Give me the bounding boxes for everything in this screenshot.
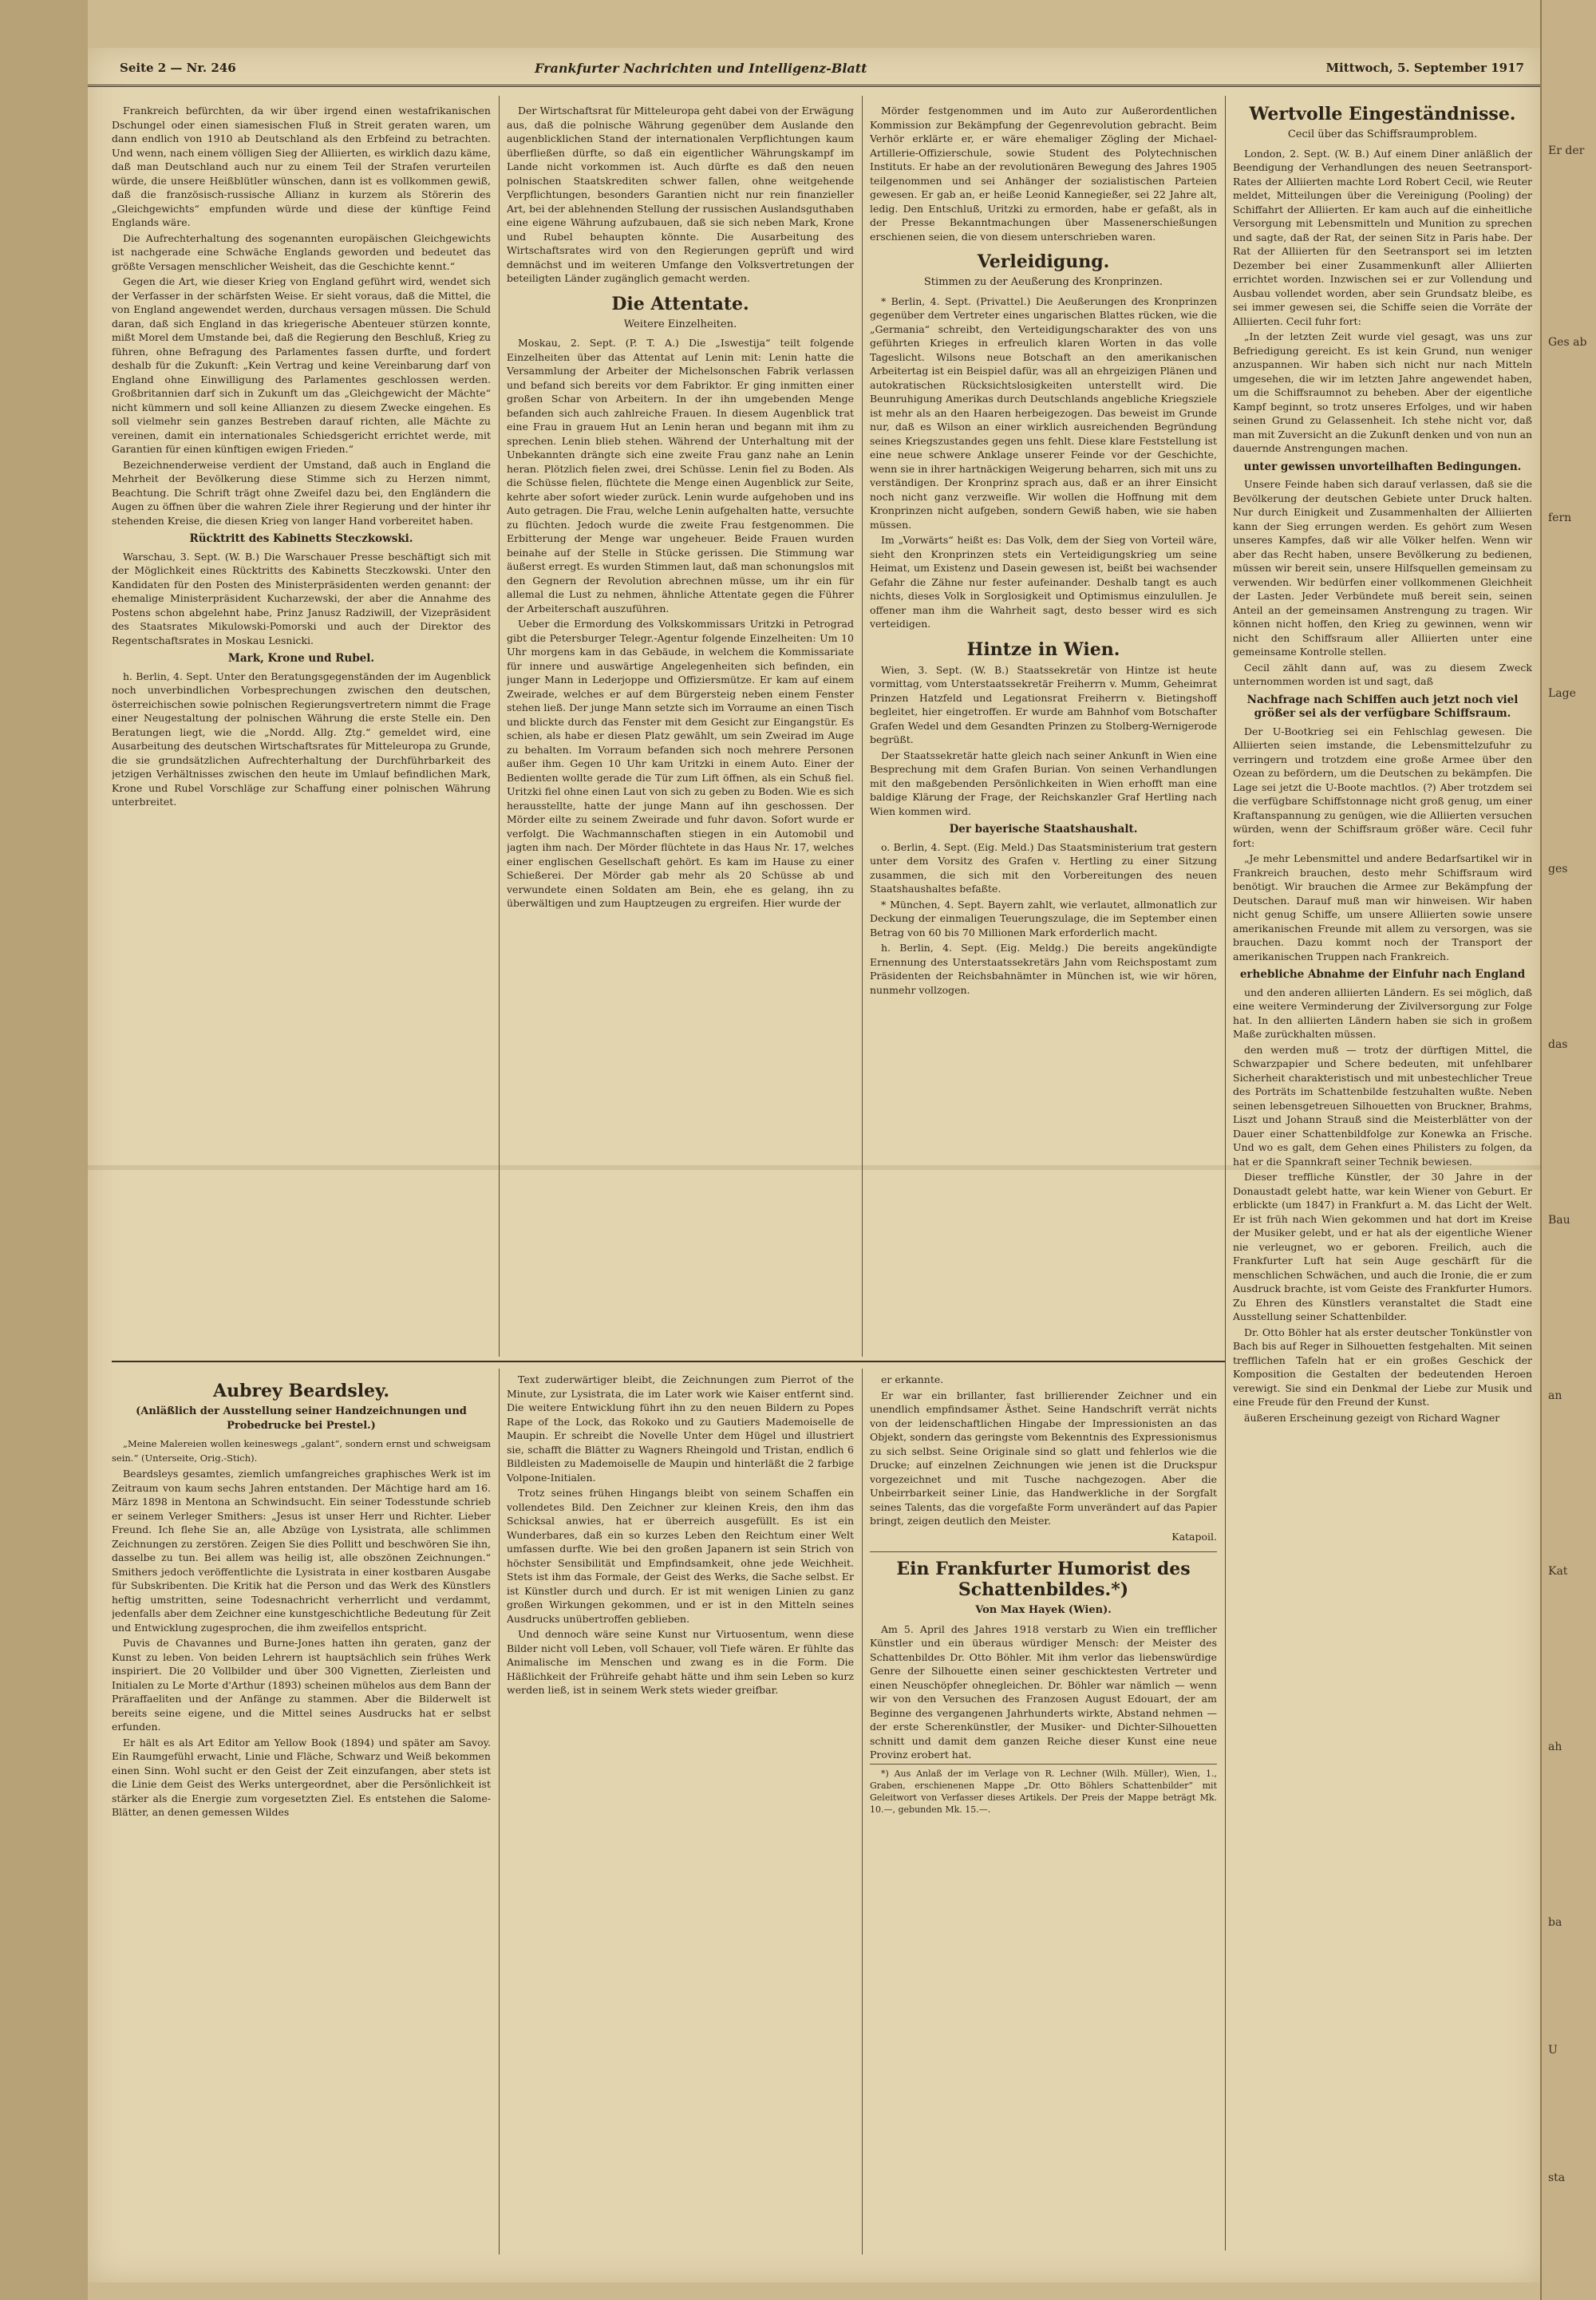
column-4 [1233,96,1532,2243]
adjacent-page-edge [1540,0,1596,2300]
headline-verleidigung: Verleidigung. [977,251,1110,272]
article-paragraph: Mörder festgenommen und im Auto zur Außerordentlichen Kommission zur Bekämpfung der Gegenrevolution gebracht. Beim Verhör erklärte er, er wäre ehemaliger Zögling der Michael-Artillerie-Offizierschule, sowie Student des Polytechnischen Instituts. Er habe an der revolutionären Bewegung des Jahres 1905 teilgenommen und sei Anhänger der sozialistischen Parteien gewesen. Er gab an, er heiße Leonid Kannegießer, sei 22 Jahre alt, ledig. Den Entschluß, Uritzki zu ermorden, habe er gefaßt, als in der Presse Bekanntmachungen über Massenerschießungen erschienen seien, die von diesem unterschrieben waren. [870,105,1217,243]
article-paragraph: * Berlin, 4. Sept. (Privattel.) Die Aeußerungen des Kronprinzen gegenüber dem Vertreter eines ungarischen Blattes rücken, wie die „Germania“ schreibt, den Verteidigungscharakter des von uns geführten Krieges in erfreulich klaren Worten in das volle Tageslicht. Wilsons neue Botschaft an den amerikanischen Arbeitertag ist ein Beispiel dafür, was all an ehrgeizigen Plänen und autokratischen Rücksichtslosigkeiten unterstellt wird. Die Beunruhigung Amerikas durch Deutschlands angebliche Kriegsziele ist mehr als an den Haaren herbeigezogen. Das beweist im Grunde nur, daß es Wilson an einer wirklich ausreichenden Begründung seines Kriegszustandes gegen uns fehlt. Diese klare Feststellung ist eine neue schwere Anklage unserer Feinde vor der Geschichte, wenn sie in ihrer hartnäckigen Weigerung beharren, sich mit uns zu verständigen. Der Kronprinz sprach aus, daß er an ihrer Einsicht noch nicht ganz verzweifle. Wir wollen die Hoffnung mit dem Kronprinzen nicht aufgeben, sondern Gewiß haben, wie sie haben müssen. [870,294,1217,531]
article-paragraph: Cecil zählt dann auf, was zu diesem Zweck unternommen worden ist und sagt, daß [1233,661,1532,687]
article-paragraph: er erkannte. [881,1373,944,1385]
feuilleton-column-3 [870,1373,1217,2251]
headline-beardsley: Aubrey Beardsley. [213,1381,389,1401]
column-rule [499,96,500,1357]
article-paragraph: äußeren Erscheinung gezeigt von Richard Wagner [1244,1411,1500,1424]
newspaper-page [88,48,1540,2282]
headline-attentate: Die Attentate. [611,293,749,314]
article-paragraph: Beardsleys gesamtes, ziemlich umfangreiches graphisches Werk ist im Zeitraum von kaum sechs Jahren entstanden. Der Mächtige hard am 16. März 1898 in Mentona an Schwindsucht. Ein seiner Todesstunde schrieb er seinem Verleger Smithers: „Jesus ist unser Herr und Richter. Lieber Freund. Ich flehe Sie an, alle Abzüge von Lysistrata, alle schlimmen Zeichnungen zu zerstören. Zeigen Sie dies Pollitt und beschwören Sie ihn, dasselbe zu tun. Bei allem was heilig ist, alle obszönen Zeichnungen.“ Smithers jedoch veröffentlichte die Lysistrata in einer kostbaren Ausgabe für Subskribenten. Die Kritik hat die Person und das Werk des Künstlers heftig umstritten, seine Todesnachricht verherrlicht und verdammt, jedenfalls aber dem Zeichner eine kunstgeschichtliche Bedeutung für Zeit und Entwicklung zugesprochen, die ihm zweifellos entspricht. [112,1468,491,1634]
article-paragraph: Der Wirtschaftsrat für Mitteleuropa geht dabei von der Erwägung aus, daß die polnische Währung gegenüber dem Auslande den augenblicklichen Stand der internationalen Verpflichtungen kaum überfließen dürfte, so daß ein eigentlicher Währungskampf im Lande nicht vorkommen ist. Auch dürfte es daß den neuen polnischen Staatskrediten schwer fallen, ohne weitgehende Verpflichtungen, besonders Garantien nicht nur rein finanzieller Art, bei der ablehnenden Stellung der russischen Auslandsguthaben eine eigene Währung aufzubauen, daß sie sich neben Mark, Krone und Rubel behaupten könnte. Die Ausarbeitung des Wirtschaftsrates wird von den Regierungen geprüft und wird demnächst und im weiteren Umfange den Volksvertretungen der beteiligten Länder zugänglich gemacht werden. [507,105,854,284]
column-2 [507,104,854,1357]
scrap-text: Ges ab [1548,336,1587,349]
column-rule [862,1369,863,2255]
article-paragraph: Und dennoch wäre seine Kunst nur Virtuosentum, wenn diese Bilder nicht voll Leben, voll Schauer, voll Tiefe wären. Er fühlte das Animalische im Menschen und zwang es in die Form. Die Häßlichkeit der Frühreife gehabt hätte und ihm sein Leben so kurz werden ließ, ist in seinem Werk stets wieder greifbar. [507,1628,854,1696]
footnote: *) Aus Anlaß der im Verlage von R. Lechner (Wilh. Müller), Wien, 1., Graben, erschienenen Mappe „Dr. Otto Böhlers Schattenbilder“ mit Geleitwort von Verfasser dieses Artikels. Der Preis der Mappe beträgt Mk. 10.—, gebunden Mk. 15.—. [870,1764,1217,1816]
byline: Von Max Hayek (Wien). [975,1604,1112,1616]
subheadline: (Anläßlich der Ausstellung seiner Handzeichnungen und Probedrucke bei Prestel.) [136,1405,467,1432]
scrap-text: Lage [1548,687,1576,700]
column-rule [1225,96,1226,2251]
signature: Katapoil. [1171,1530,1217,1543]
article-paragraph: Die Aufrechterhaltung des sogenannten europäischen Gleichgewichts ist nachgerade eine Schwäche Englands geworden und bedeutet das größte Versagen menschlicher Weisheit, das die Geschichte kennt.“ [112,231,491,272]
article-paragraph: Gegen die Art, wie dieser Krieg von England geführt wird, wendet sich der Verfasser in der schärfsten Weise. Er sieht voraus, daß die Mittel, die von England angewendet werden, durchaus versagen müssen. Die Schuld daran, daß sich England in das kriegerische Abenteuer stürzen konnte, mißt Morel dem Umstande bei, daß die Regierung den Beschluß, Krieg zu führen, ohne Befragung des Parlamentes fassen durfte, und fordert deshalb für die Zukunft: „Kein Vertrag und keine Vereinbarung darf von England ohne Einwilligung des Parlamentes geschlossen werden. Großbritannien darf sich in Zukunft um das „Gleichgewicht der Mächte“ nicht kümmern und soll keine Allianzen zu diesem Zwecke eingehen. Es soll vielmehr sein ganzes Bestreben darauf richten, alle Mächte zu vereinen, damit ein internationales Schiedsgericht errichtet werde, mit Garantien für einen künftigen ewigen Frieden.“ [112,275,491,455]
feuilleton-column-2 [507,1373,854,2251]
article-paragraph: Der U-Bootkrieg sei ein Fehlschlag gewesen. Die Alliierten seien imstande, die Lebensmittelzufuhr zu verringern und trotzdem eine große Armee über den Ozean zu befördern, um die Deutschen zu bekämpfen. Die Lage sei jetzt die U-Boote machtlos. (?) Aber trotzdem sei die verfügbare Schiffstonnage nicht groß genug, um einer Kraftanspannung zu genügen, wie die Alliierten versuchen würden, wenn der Schiffsraum größer wäre. Cecil fuhr fort: [1233,725,1532,849]
subheadline: Weitere Einzelheiten. [623,318,737,330]
article-paragraph: Er hält es als Art Editor am Yellow Book (1894) und später am Savoy. Ein Raumgefühl erwacht, Linie und Fläche, Schwarz und Weiß bekommen einen Sinn. Wohl sucht er den Geist der Zeit einzufangen, aber stets ist die Linie dem Geist des Werks untergeordnet, aber die Persönlichkeit ist stärker als die Energie zum vorgesetzten Ziel. Es entstehen die Salome-Blätter, an denen gemessen Wildes [112,1736,491,1818]
scrap-text: ges [1548,863,1568,875]
article-paragraph: Dieser treffliche Künstler, der 30 Jahre in der Donaustadt gelebt hatte, war kein Wiener von Geburt. Er erblickte (um 1847) in Frankfurt a. M. das Licht der Welt. Er ist früh nach Wien gekommen und hat dort im Kreise der Musiker gelebt, und er hat als der eigentliche Wiener nie verleugnet, wo er geboren. Freilich, auch die Frankfurter Luft hat sein Auge geschärft für die menschlichen Schwächen, und auch die Ironie, die er zum Ausdruck brachte, ist vom Geiste des Frankfurter Humors. Zu Ehren des Künstlers veranstaltet die Stadt eine Ausstellung seiner Schattenbilder. [1233,1171,1532,1322]
article-paragraph: Text zuderwärtiger bleibt, die Zeichnungen zum Pierrot of the Minute, zur Lysistrata, die im Later work wie Kaiser entfernt sind. Die weitere Entwicklung führt ihn zu den neuen Bildern zu Popes Rape of the Lock, das Rokoko und zu Gautiers Mademoiselle de Maupin. Er schreibt die Novelle Unter dem Hügel und illustriert sie, schafft die Blätter zu Wagners Rheingold und Tristan, endlich 6 Bildleisten zu Mademoiselle de Maupin und hinterläßt die 2 farbige Volpone-Initialen. [507,1373,854,1484]
motto: „Meine Malereien wollen keineswegs „galant“, sondern ernst und schweigsam sein.“ (Unterseite, Orig.-Stich). [112,1438,491,1464]
article-paragraph: o. Berlin, 4. Sept. (Eig. Meld.) Das Staatsministerium trat gestern unter dem Vorsitz des Grafen v. Hertling zu einer Sitzung zusammen, die sich mit den Vorbereitungen des neuen Staatshaushaltes befaßte. [870,840,1217,895]
article-paragraph: den werden muß — trotz der dürftigen Mittel, die Schwarzpapier und Schere bedeuten, mit unfehlbarer Sicherheit charakteristisch und mit unbestechlicher Treue des Porträts im Schattenbilde festzuhalten wußte. Neben seinen lebensgetreuen Silhouetten von Bruckner, Brahms, Liszt und Johann Strauß sind die Meisterblätter von der Dauer einer Schattenbildfolge zur Konewka an Frische. Und wo es galt, dem Gehen eines Philisters zu folgen, da hat er die Spannkraft seiner Technik bewiesen. [1233,1043,1532,1168]
article-paragraph: und den anderen alliierten Ländern. Es sei möglich, daß eine weitere Verminderung der Zivilversorgung zur Folge hat. In den alliierten Ländern haben sie sich in großem Maße zurückhalten müssen. [1233,986,1532,1040]
column-rule [499,1369,500,2255]
headline-humorist: Ein Frankfurter Humorist des Schattenbildes.*) [870,1551,1217,1600]
article-paragraph: h. Berlin, 4. Sept. Unter den Beratungsgegenständen der im Augenblick noch unverbindlichen Vorbesprechungen zwischen den deutschen, österreichischen sowie polnischen Regierungsvertretern nimmt die Frage einer Neugestaltung der polnischen Währung die erste Stelle ein. Den Beratungen liegt, wie die „Nordd. Allg. Ztg.“ gemeldet wird, eine Ausarbeitung des deutschen Wirtschaftsrates für Mitteleuropa zu Grunde, die sie grundsätzlichen Aufrechterhaltung der Durchführbarkeit des jetzigen Verhältnisses zwischen den heute im Umlauf befindlichen Mark, Krone und Rubel Vorschläge zur Schaffung einer polnischen Währung unterbreitet. [112,670,491,808]
subheadline: Stimmen zu der Aeußerung des Kronprinzen. [923,276,1163,288]
scrap-text: Kat [1548,1565,1568,1578]
article-paragraph: * München, 4. Sept. Bayern zahlt, wie verlautet, allmonatlich zur Deckung der einmaligen Teuerungszulage, die im September einen Betrag von 60 bis 70 Millionen Mark erforderlich macht. [870,898,1217,939]
scrap-text: Bau [1548,1214,1570,1227]
article-paragraph: Frankreich befürchten, da wir über irgend einen westafrikanischen Dschungel oder einen siamesischen Fluß in Streit geraten waren, um dann endlich von 1910 ab Deutschland als den Erbfeind zu betrachten. Und wenn, nach einem völligen Sieg der Alliierten, es wirklich dazu käme, daß man Deutschland auch nur zu einem Teil der Strafen verurteilen würde, die unsere Heißblütler wünschen, dann ist es vollkommen gewiß, daß die französisch-russische Allianz in kurzem als Störerin des „Gleichgewichts“ empfunden würde und diese der künftige Feind Englands wäre. [112,105,491,228]
headline-ruecktritt: Rücktritt des Kabinetts Steczkowski. [189,532,413,545]
article-paragraph: Er war ein brillanter, fast brillierender Zeichner und ein unendlich empfindsamer Ästhet. Seine Handschrift verrät nichts von der leidenschaftlichen Hingabe der Impressionisten an das Objekt, sondern das geringste vom Bekenntnis des Expressionismus zu sich selbst. Seine Originale sind so glatt und fehlerlos wie die Drucke; auf einzelnen Zeichnungen wie jenen ist die Druckspur vorgezeichnet und mit Tusche nachgezogen. Aber die Unbeirrbarkeit seiner Linie, das Handwerkliche in der Sorgfalt seines Talents, das die vorgefaßte Form unverändert auf das Papier bringt, zeigen deutlich den Meister. [870,1389,1217,1527]
scrap-text: Er der [1548,144,1585,157]
inline-heading: unter gewissen unvorteilhaften Bedingungen. [1243,460,1522,473]
article-paragraph: Ueber die Ermordung des Volkskommissars Uritzki in Petrograd gibt die Petersburger Telegr.-Agentur folgende Einzelheiten: Um 10 Uhr morgens kam in das Gebäude, in welchem die Kommissariate für innere und auswärtige Angelegenheiten sich befinden, ein junger Mann in Lederjoppe und Offiziersmütze. Er kam auf einem Zweirade, welches er auf dem Bürgersteig neben einem Fenster stehen ließ. Der junge Mann setzte sich im Vorraume an einen Tisch und blickte durch das Fenster mit dem Gesicht zur Eingangstür. Es schien, als habe er diesen Platz gewählt, um sein Zweirad im Auge zu behalten. Im Vorraum befanden sich noch mehrere Personen außer ihm. Gegen 10 Uhr kam Uritzki in einem Auto. Einer der Bedienten wollte gerade die Tür zum Lift öffnen, als ein Schuß fiel. Uritzki fiel ohne einen Laut von sich zu geben zu Boden. Wie es sich herausstellte, hatte der junge Mann auf ihn geschossen. Der Mörder eilte zu seinem Zweirade und fuhr davon. Sofort wurde er verfolgt. Die Wachmannschaften stiegen in ein Automobil und jagten ihm nach. Der Mörder flüchtete in das Haus Nr. 17, welches einer englischen Gesellschaft gehört. Es kam im Hause zu einer Schießerei. Der Mörder gab mehr als 20 Schüsse ab und verwundete einen Soldaten am Bein, ehe es gelang, ihn zu überwältigen und zum Hauptzeugen zu ergreifen. Hier wurde der [507,618,854,909]
article-paragraph: Am 5. April des Jahres 1918 verstarb zu Wien ein trefflicher Künstler und ein überaus würdiger Mensch: der Meister des Schattenbildes Dr. Otto Böhler. Mit ihm verlor das liebenswürdige Genre der Silhouette einen seiner geschicktesten Vertreter und einen Neuschöpfer ohnegleichen. Dr. Böhler war nämlich — wenn wir von den Versuchen des Franzosen August Edouart, der am Beginne des vergangenen Jahrhunderts wirkte, Abstand nehmen — der erste Scherenkünstler, der Musiker- und Dichter-Silhouetten schnitt und damit dem ganzen Reiche dieser Kunst eine neue Provinz erobert hat. [870,1622,1217,1761]
inline-heading: erhebliche Abnahme der Einfuhr nach England [1239,968,1526,981]
headline-mark-krone-rubel: Mark, Krone und Rubel. [227,652,375,665]
article-paragraph: Der Staatssekretär hatte gleich nach seiner Ankunft in Wien eine Besprechung mit dem Grafen Burian. Von seinen Verhandlungen mit den maßgebenden Persönlichkeiten in Wien erhofft man eine baldige Klärung der Frage, der Reichskanzler Graf Hertling nach Wien kommen wird. [870,749,1217,817]
scrap-text: an [1548,1389,1562,1402]
article-paragraph: London, 2. Sept. (W. B.) Auf einem Diner anläßlich der Beendigung der Verhandlungen des neuen Seetransport-Rates der Alliierten machte Lord Robert Cecil, wie Reuter meldet, Mitteilungen über die Vereinigung (Pooling) der Schiffahrt der Alliierten. Er kam auch auf die einheitliche Versorgung mit Lebensmitteln und Munition zu sprechen und sagte, daß der Rat, der seinen Sitz in Paris habe. Der Rat der Alliierten für den Seetransport sei im letzten Dezember bei einer Zusammenkunft aller Alliierten errichtet worden. Inzwischen sei er zur Vollendung und Ausbau vollendet worden, aber sein Grundsatz bleibe, es sei immer gewesen sei, die Schiffe seien die Vorräte der Alliierten. Cecil fuhr fort: [1233,147,1532,327]
header-date: Mittwoch, 5. September 1917 [1325,61,1524,75]
header-page-number: Seite 2 — Nr. 246 [120,61,236,75]
scrap-text: U [1548,2044,1558,2057]
header-masthead: Frankfurter Nachrichten und Intelligenz-Blatt [535,61,867,76]
article-paragraph: Unsere Feinde haben sich darauf verlassen, daß sie die Bevölkerung der deutschen Gebiete unter Druck halten. Nur durch Einigkeit und Zusammenhalten der Alliierten kann der Sieg errungen werden. Es gehört zum Wesen unseres Kampfes, daß wir alle Völker helfen. Wenn wir aber das Recht haben, unsere Bevölkerung zu bedienen, müssen wir bereit sein, unsere Hilfsquellen gemeinsam zu verwenden. Wir bedürfen einer vollkommenen Gleichheit der Lasten. Jeder Verbündete muß bereit sein, seinen Anteil an der gemeinsamen Anstrengung zu tragen. Wir können nicht hoffen, den Krieg zu gewinnen, wenn wir nicht den Schiffsraum aller Alliierten unter eine gemeinsame Kontrolle stellen. [1233,478,1532,658]
article-paragraph: Trotz seines frühen Hingangs bleibt von seinem Schaffen ein vollendetes Bild. Den Zeichner zur kleinen Kreis, den ihm das Schicksal anwies, hat er überreich ausgefüllt. Es ist ein Wunderbares, daß ein so kurzes Leben den Reichtum einer Welt umfassen durfte. Wie bei den großen Japanern ist sein Strich von höchster Sensibilität und Empfindsamkeit, ohne jede Weichheit. Stets ist ihm das Formale, der Geist des Werks, die Sache selbst. Er ist Künstler durch und durch. Er ist mit wenigen Linien zu ganz großen Wirkungen gekommen, und er ist in den Mitteln seines Ausdrucks unübertroffen geblieben. [507,1487,854,1625]
inline-heading: Nachfrage nach Schiffen auch jetzt noch viel größer sei als der verfügbare Schiffsraum. [1246,693,1519,720]
article-paragraph: „Je mehr Lebensmittel und andere Bedarfsartikel wir in Frankreich brauchen, desto mehr Schiffsraum wird benötigt. Wir brauchen die Armee zur Bekämpfung der Deutschen. Darauf muß man wir hinweisen. Wir haben nicht genug Schiffe, um unsere Alliierten sowie unsere amerikanischen Freunde mit allem zu versorgen, was sie brauchen. Dazu kommt noch der Transport der amerikanischen Truppen nach Frankreich. [1233,852,1532,962]
article-paragraph: Dr. Otto Böhler hat als erster deutscher Tonkünstler von Bach bis auf Reger in Silhouetten festgehalten. Mit seinen trefflichen Tafeln hat er ein großes Geschick der Komposition die Gestalten der bedeutenden Heroen verewigt. Sie sind ein Denkmal der Liebe zur Musik und eine Freude für den Freund der Kunst. [1233,1326,1532,1408]
article-paragraph: Wien, 3. Sept. (W. B.) Staatssekretär von Hintze ist heute vormittag, vom Unterstaatssekretär Freiherrn v. Mumm, Geheimrat Prinzen Hatzfeld und Legationsrat Freiherrn v. Bietingshoff begleitet, hier eingetroffen. Er wurde am Bahnhof vom Botschafter Grafen Wedel und dem Gesandten Prinzen zu Stolberg-Wernigerode begrüßt. [870,663,1217,745]
article-paragraph: Im „Vorwärts“ heißt es: Das Volk, dem der Sieg von Vorteil wäre, sieht den Kronprinzen stets ein Verteidigungskrieg um seine Heimat, um Existenz und Dasein gewesen ist, beißt bei wachsender Gefahr die Zähne nur fester aufeinander. Deshalb tangt es auch nichts, dieses Volk in Sorglosigkeit und Optimismus einzulullen. Je offener man ihm die Wahrheit sagt, desto besser wird es sich verteidigen. [870,534,1217,630]
scrap-text: ah [1548,1741,1562,1753]
scrap-text: ba [1548,1916,1562,1929]
headline-staatshaushalt: Der bayerische Staatshaushalt. [949,823,1138,836]
column-rule [862,96,863,1357]
scrap-text: das [1548,1038,1568,1051]
binding-edge [0,0,88,2300]
scrap-text: sta [1548,2172,1566,2184]
page-header [88,48,1540,87]
article-paragraph: Warschau, 3. Sept. (W. B.) Die Warschauer Presse beschäftigt sich mit der Möglichkeit eines Rücktritts des Kabinetts Steczkowski. Unter den Kandidaten für den Posten des Ministerpräsidenten werden genannt: der ehemalige Ministerpräsident Kucharzewski, der aber die Annahme des Postens schon abgelehnt habe, Prinz Janusz Radziwill, der Vizepräsident des Staatsrates Mikulowski-Pomorski und auch der Direktor des Regentschaftsrates in Moskau Lesnicki. [112,550,491,646]
article-paragraph: Puvis de Chavannes und Burne-Jones hatten ihn geraten, ganz der Kunst zu leben. Von beiden Lehrern ist hauptsächlich sein frühes Werk inspiriert. Die 20 Vollbilder und über 300 Vignetten, Zierleisten und Initialen zu Le Morte d'Arthur (1893) scheinen mühelos aus dem Bann der Präraffaeliten und der Anfänge zu stammen. Aber die Bilderwelt ist bereits seine eigene, und die Mittel seines Ausdrucks hat er selbst erfunden. [112,1637,491,1733]
article-paragraph: „In der letzten Zeit wurde viel gesagt, was uns zur Befriedigung gereicht. Es ist kein Grund, nun weniger anzuspannen. Wir haben sich nicht nur nach Mitteln umgesehen, die wir im letzten Jahre angewendet haben, um die Schiffsraumnot zu beheben. Aber der eigentliche Kampf beginnt, so trotz unseres Erfolges, und wir haben seinen Grund zu Gelassenheit. Ich stehe nicht vor, daß man mit Zuversicht an die Zukunft denken und von nun an dauernde Anstrengungen machen. [1233,330,1532,454]
article-paragraph: Moskau, 2. Sept. (P. T. A.) Die „Iswestija“ teilt folgende Einzelheiten über das Attentat auf Lenin mit: Lenin hatte die Versammlung der Arbeiter der Michelsonschen Fabrik verlassen und befand sich bereits vor dem Fabriktor. Er ging inmitten einer großen Schar von Arbeitern. In der ihn umgebenden Menge befanden sich auch zahlreiche Frauen. In diesem Augenblick trat eine Frau in grauem Hut an Lenin heran und begann mit ihm zu sprechen. Lenin blieb stehen. Während der Unterhaltung mit der Unbekannten drängte sich eine zweite Frau ganz nahe an Lenin heran. Plötzlich fielen zwei, drei Schüsse. Lenin fiel zu Boden. Als die Schüsse fielen, flüchtete die Menge einen Augenblick zur Seite, kehrte aber sofort wieder zurück. Lenin wurde aufgehoben und ins Auto getragen. Die Frau, welche Lenin aufgehalten hatte, versuchte zu flüchten. Jedoch wurde die zweite Frau festgenommen. Die Erbitterung der Menge war ungeheuer. Beide Frauen wurden beinahe auf der Stelle in Stücke gerissen. Die Stimmung war äußerst erregt. Es wurden Stimmen laut, daß man schonungslos mit den Gegnern der Revolution abrechnen müsse, um ihr ein für allemal die Lust zu nehmen, ähnliche Attentate gegen die Führer der Arbeiterschaft auszuführen. [507,337,854,615]
article-paragraph: h. Berlin, 4. Sept. (Eig. Meldg.) Die bereits angekündigte Ernennung des Unterstaatssekretärs Jahn vom Reichspostamt zum Präsidenten der Reichsbahnämter in München ist, wie wir hören, nunmehr vollzogen. [870,942,1217,996]
scrap-text: fern [1548,512,1572,524]
headline-wertvolle: Wertvolle Eingeständnisse. [1249,104,1516,124]
subheadline: Cecil über das Schiffsraumproblem. [1287,128,1478,140]
column-3 [870,104,1217,1357]
headline-hintze: Hintze in Wien. [966,638,1120,660]
feuilleton-rule [112,1361,1225,1362]
feuilleton-column-1 [112,1373,491,2251]
column-1 [112,104,491,1357]
article-paragraph: Bezeichnenderweise verdient der Umstand, daß auch in England die Mehrheit der Bevölkerung diese Stimme sich zu Herzen nimmt, Beachtung. Die Schrift trägt ohne Zweifel dazu bei, den Engländern die Augen zu öffnen über die wahren Ziele ihrer Regierung und der hinter ihr stehenden Kreise, die diesen Krieg von langer Hand vorbereitet haben. [112,458,491,527]
